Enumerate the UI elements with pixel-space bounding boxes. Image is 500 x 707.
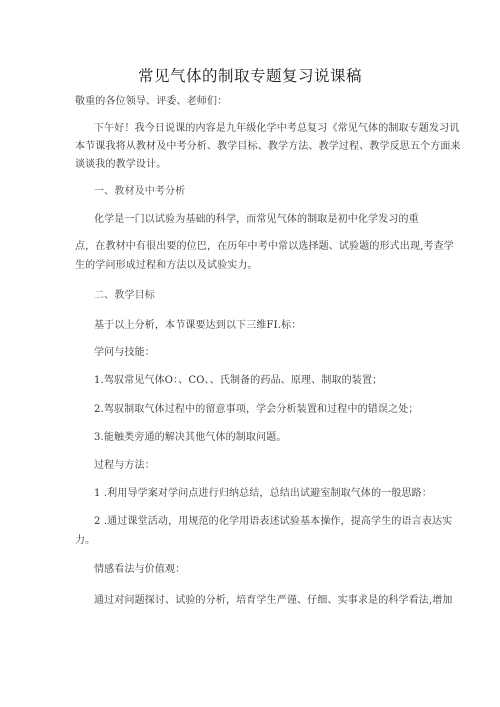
section1-line-3: 生的学问形成过程和方法以及试验实力。 xyxy=(75,260,258,271)
section-heading-analysis: 一、教材及中考分析 xyxy=(94,186,186,197)
intro-line-1: 下午好！我今日说课的内容是九年级化学中考总复习《常见气体的制取专题发习讥 xyxy=(94,123,460,134)
emotion-heading: 情感看法与价值观： xyxy=(94,564,186,575)
knowledge-item-1: 1.驾驭常见气体O：、CO、、氏制备的药品、原理、制取的装置； xyxy=(94,375,383,386)
process-item-2-cont: 力。 xyxy=(75,535,96,546)
process-heading: 过程与方法： xyxy=(94,460,155,471)
intro-line-3: 谈谈我的教学设计。 xyxy=(75,159,167,170)
knowledge-heading: 学问与技能： xyxy=(94,347,155,358)
knowledge-item-3: 3.能触类旁通的解决其他气体的制取问题。 xyxy=(94,432,287,443)
emotion-text: 通过对问题探讨、试验的分析，培育学生严谨、仔细、实事求是的科学看法,增加 xyxy=(94,595,453,606)
section-heading-goals: 二、教学目标 xyxy=(94,290,155,301)
section1-line-2: 点，在教材中有很出要的位巴，在历年中考中常以选择题、试验题的形式出现,考查学 xyxy=(75,241,454,252)
goal-intro: 基于以上分析，本节课要达到以下三维FI.标： xyxy=(94,320,302,331)
section1-line-1: 化学是一门以试验为基础的科学，而常见气体的制取是初中化学发习的重 xyxy=(94,214,419,225)
intro-line-2: 本节课我将从教材及中考分析、教学目标、教学方法、教学过程、教学反思五个方面来 xyxy=(75,141,461,152)
process-item-2: 2 .通过课堂活动，用规范的化学用语表述试验基本操作，提高学生的语言表达实 xyxy=(94,516,453,527)
knowledge-item-2: 2.驾驭制取气体过程中的留意事项，学会分析装置和过程中的错误之处； xyxy=(94,404,419,415)
process-item-1: 1 .利用导学案对学问点进行归纳总结，总结出试避室制取气体的一般思路： xyxy=(94,488,432,499)
greeting: 敬重的各位领导、评委、老师们： xyxy=(75,96,228,107)
page-title: 常见气体的制取专题复习说课稿 xyxy=(137,67,362,85)
